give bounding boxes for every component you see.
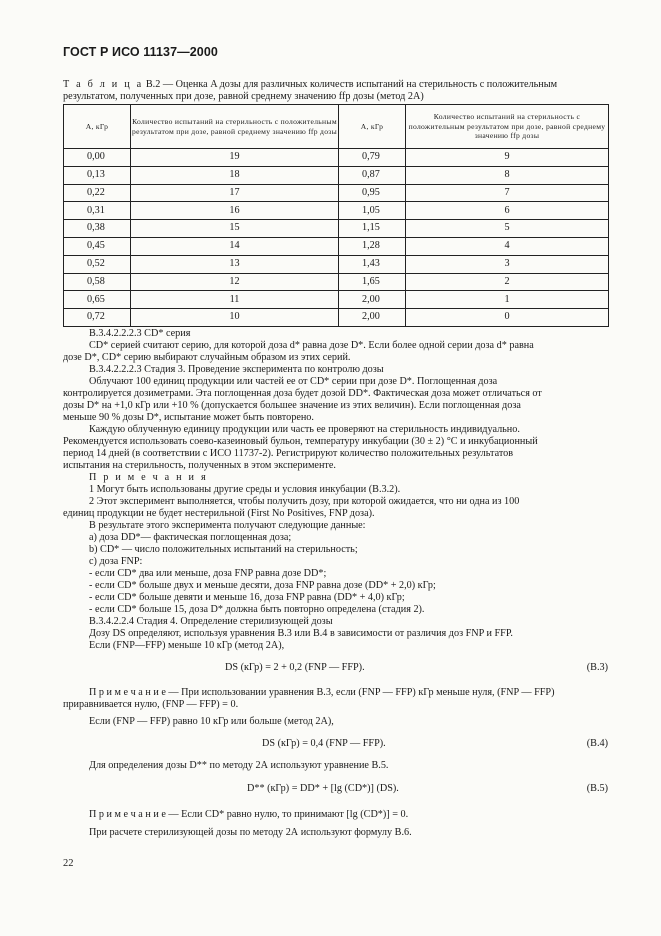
- dose-table: [63, 104, 609, 327]
- count-cell: 8: [406, 166, 609, 184]
- document-header: ГОСТ Р ИСО 11137—2000: [63, 45, 218, 59]
- table-row: [64, 255, 609, 273]
- count-cell: 16: [131, 202, 339, 220]
- note-b5: П р и м е ч а н и е — Если CD* равно нулю, то принимают [lg (CD*)] = 0.: [89, 809, 409, 820]
- list-item: - если CD* два или меньше, доза FNP равна дозе DD*;: [89, 568, 327, 579]
- text-line: CD* серией считают серию, для которой доза d* равна дозе D*. Если более одной серии доза d* равна: [89, 340, 534, 351]
- dose-cell: 2,00: [339, 309, 406, 327]
- dose-cell: 0,72: [64, 309, 131, 327]
- dose-cell: 0,38: [64, 220, 131, 238]
- text-line: Если (FNP—FFP) меньше 10 кГр (метод 2А),: [89, 640, 285, 651]
- count-cell: 13: [131, 255, 339, 273]
- count-cell: 14: [131, 237, 339, 255]
- text-line: испытания на стерильность, полученных в этом эксперименте.: [63, 460, 336, 471]
- table-row: [64, 273, 609, 291]
- dose-cell: 0,79: [339, 149, 406, 167]
- header-dose-2: A, кГр: [339, 105, 406, 149]
- table-row: [64, 202, 609, 220]
- count-cell: 2: [406, 273, 609, 291]
- dose-cell: 0,95: [339, 184, 406, 202]
- list-item: с) доза FNP:: [89, 556, 143, 567]
- table-row: [64, 291, 609, 309]
- text-line: При расчете стерилизующей дозы по методу 2А используют формулу В.6.: [89, 827, 412, 838]
- equation-b4-number: (В.4): [586, 738, 608, 749]
- list-item: - если CD* больше девяти и меньше 16, доза FNP равна (DD* + 4,0) кГр;: [89, 592, 405, 603]
- text-line: Каждую облученную единицу продукции или часть ее проверяют на стерильность индивидуально.: [89, 424, 520, 435]
- table-row: [64, 220, 609, 238]
- dose-cell: 1,15: [339, 220, 406, 238]
- text-line: контролируется дозиметрами. Эта поглощенная доза будет дозой DD*. Фактическая доза может отличаться от: [63, 388, 542, 399]
- text-line: меньше 90 % дозы D*, испытание может быть повторено.: [63, 412, 314, 423]
- text-line: В результате этого эксперимента получают следующие данные:: [89, 520, 366, 531]
- text-line: Рекомендуется использовать соево-казеиновый бульон, температуру инкубации (30 ± 2) °С и инкубационный: [63, 436, 538, 447]
- text-line: Для определения дозы D** по методу 2А используют уравнение В.5.: [89, 760, 389, 771]
- note-1: 1 Могут быть использованы другие среды и условия инкубации (В.3.2).: [89, 484, 401, 495]
- list-item: - если CD* больше 15, доза D* должна быть повторно определена (стадия 2).: [89, 604, 425, 615]
- notes-heading: П р и м е ч а н и я: [89, 472, 208, 483]
- text-line: В.3.4.2.2.2.3 CD* серия: [89, 328, 191, 339]
- count-cell: 15: [131, 220, 339, 238]
- dose-cell: 0,65: [64, 291, 131, 309]
- page-number: 22: [63, 858, 74, 869]
- note-2: 2 Этот эксперимент выполняется, чтобы получить дозу, при которой ожидается, что ни одна из 100: [89, 496, 520, 507]
- header-dose-1: A, кГр: [64, 105, 131, 149]
- dose-cell: 2,00: [339, 291, 406, 309]
- text-line: дозы D* на +1,0 кГр или +10 % (допускается большее значение из этих величин). Если поглощенная доза: [63, 400, 521, 411]
- equation-b4: DS (кГр) = 0,4 (FNP — FFP).: [262, 738, 386, 749]
- list-item: - если CD* больше двух и меньше десяти, доза FNP равна дозе (DD* + 2,0) кГр;: [89, 580, 436, 591]
- count-cell: 17: [131, 184, 339, 202]
- note-b3: П р и м е ч а н и е — При использовании уравнения В.3, если (FNP — FFP) кГр меньше нуля, (FNP — FFP): [89, 687, 555, 698]
- list-item: b) CD* — число положительных испытаний на стерильность;: [89, 544, 358, 555]
- count-cell: 18: [131, 166, 339, 184]
- equation-b3-number: (В.3): [586, 662, 608, 673]
- equation-b5: D** (кГр) = DD* + [lg (CD*)] (DS).: [247, 783, 399, 794]
- count-cell: 4: [406, 237, 609, 255]
- text-line: период 14 дней (в соответствии с ИСО 11737-2). Регистрируют количество положительных результатов: [63, 448, 514, 459]
- table-row: [64, 149, 609, 167]
- caption-label: Т а б л и ц а: [63, 79, 144, 90]
- table-row: [64, 237, 609, 255]
- dose-cell: 1,05: [339, 202, 406, 220]
- text-line: Облучают 100 единиц продукции или частей ее от CD* серии при дозе D*. Поглощенная доза: [89, 376, 498, 387]
- section-heading: В.3.4.2.2.4 Стадия 4. Определение стерилизующей дозы: [89, 616, 333, 627]
- header-count-2: Количество испытаний на стерильность с положительным результатом при дозе, равной среднему значению ffp дозы: [406, 105, 609, 149]
- dose-cell: 0,13: [64, 166, 131, 184]
- table-row: [64, 166, 609, 184]
- count-cell: 10: [131, 309, 339, 327]
- text-line: Если (FNP — FFP) равно 10 кГр или больше (метод 2А),: [89, 716, 334, 727]
- count-cell: 0: [406, 309, 609, 327]
- dose-cell: 1,43: [339, 255, 406, 273]
- count-cell: 11: [131, 291, 339, 309]
- count-cell: 6: [406, 202, 609, 220]
- count-cell: 3: [406, 255, 609, 273]
- text-line: В.3.4.2.2.2.3 Стадия 3. Проведение эксперимента по контролю дозы: [89, 364, 384, 375]
- table-row: [64, 309, 609, 327]
- dose-cell: 1,28: [339, 237, 406, 255]
- dose-cell: 0,87: [339, 166, 406, 184]
- dose-cell: 1,65: [339, 273, 406, 291]
- count-cell: 1: [406, 291, 609, 309]
- header-count-1: Количество испытаний на стерильность с положительным результатом при дозе, равной среднему значению ffp дозы: [131, 105, 339, 149]
- text-line: дозе D*, CD* серию выбирают случайным образом из этих серий.: [63, 352, 351, 363]
- dose-cell: 0,22: [64, 184, 131, 202]
- dose-cell: 0,31: [64, 202, 131, 220]
- count-cell: 12: [131, 273, 339, 291]
- equation-b3: DS (кГр) = 2 + 0,2 (FNP — FFP).: [225, 662, 365, 673]
- text-line: Дозу DS определяют, используя уравнения В.3 или В.4 в зависимости от различия доз FNP и FFP.: [89, 628, 513, 639]
- dose-cell: 0,52: [64, 255, 131, 273]
- table-body: [64, 149, 609, 327]
- count-cell: 9: [406, 149, 609, 167]
- dose-cell: 0,45: [64, 237, 131, 255]
- dose-cell: 0,00: [64, 149, 131, 167]
- count-cell: 19: [131, 149, 339, 167]
- caption-text-2: результатом, полученных при дозе, равной среднему значению ffp дозы (метод 2А): [63, 91, 424, 102]
- count-cell: 5: [406, 220, 609, 238]
- caption-text-1: В.2 — Оценка A дозы для различных количеств испытаний на стерильность с положительным: [143, 79, 558, 90]
- list-item: а) доза DD*— фактическая поглощенная доза;: [89, 532, 292, 543]
- count-cell: 7: [406, 184, 609, 202]
- table-row: [64, 184, 609, 202]
- equation-b5-number: (В.5): [586, 783, 608, 794]
- dose-cell: 0,58: [64, 273, 131, 291]
- note-b3-cont: приравнивается нулю, (FNP — FFP) = 0.: [63, 699, 239, 710]
- table-caption: [63, 79, 608, 103]
- note-2-cont: единиц продукции не будет нестерильной (First No Positives, FNP доза).: [63, 508, 375, 519]
